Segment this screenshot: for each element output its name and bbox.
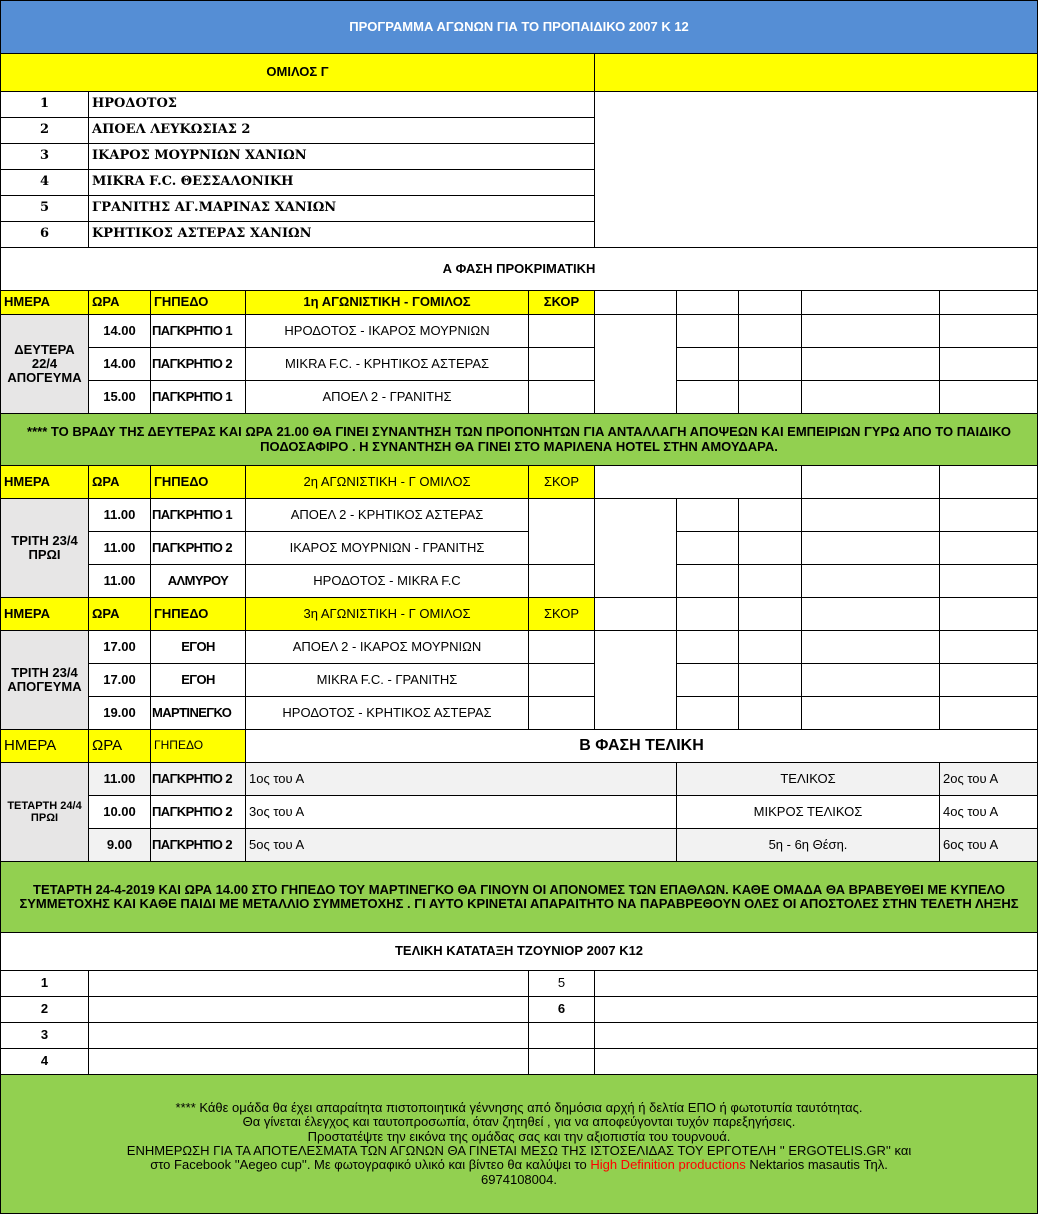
team-number: 5 [1, 196, 89, 222]
match-time: 19.00 [89, 697, 151, 730]
team-number: 4 [1, 170, 89, 196]
match-teams: ΗΡΟΔΟΤΟΣ - ΙΚΑΡΟΣ ΜΟΥΡΝΙΩΝ [246, 315, 529, 348]
match-teams: MIKRA F.C. - ΓΡΑΝΙΤΗΣ [246, 664, 529, 697]
team-number: 3 [1, 144, 89, 170]
round-1-day: ΔΕΥΤΕΡΑ 22/4 ΑΠΟΓΕΥΜΑ [1, 315, 89, 414]
blank-cell [529, 1023, 595, 1049]
team-number: 1 [1, 92, 89, 118]
blank-cell [802, 598, 940, 631]
match-time: 17.00 [89, 631, 151, 664]
footer-line [4, 1158, 1034, 1172]
score-cell[interactable] [529, 381, 595, 414]
blank-cell [595, 499, 677, 598]
blank-cell [595, 598, 677, 631]
final-away: 6ος του Α [940, 829, 1038, 862]
match-venue: ΕΓΟΗ [151, 664, 246, 697]
footer-line: Θα γίνεται έλεγχος και ταυτοπροσωπία, όταν ζητηθεί , για να αποφεύγονται τυχόν παρεξηγήσεις. [242, 1114, 796, 1130]
blank-cell [739, 664, 802, 697]
header-score: ΣΚΟΡ [529, 291, 595, 315]
group-blank-area [595, 92, 1038, 248]
header-venue: ΓΗΠΕΔΟ [151, 730, 246, 763]
header-score: ΣΚΟΡ [529, 598, 595, 631]
ranking-team-cell[interactable] [89, 971, 529, 997]
blank-cell [739, 697, 802, 730]
score-cell[interactable] [529, 664, 595, 697]
blank-cell [940, 466, 1038, 499]
blank-cell [677, 381, 739, 414]
final-venue: ΠΑΓΚΡΗΤΙΟ 2 [151, 796, 246, 829]
blank-cell [940, 598, 1038, 631]
team-name: MIKRA F.C. ΘΕΣΣΑΛΟΝΙΚΗ [89, 170, 595, 196]
team-number: 6 [1, 222, 89, 248]
final-home: 3ος του Α [246, 796, 677, 829]
score-cell[interactable] [529, 565, 595, 598]
footer-line: ΕΝΗΜΕΡΩΣΗ ΓΙΑ ΤΑ ΑΠΟΤΕΛΕΣΜΑΤΑ ΤΩΝ ΑΓΩΝΩΝ ΘΑ ΓΙΝΕΤΑΙ ΜΕΣΩ ΤΗΣ ΙΣΤΟΣΕΛΙΔΑΣ ΤΟΥ ΕΡΓΟΤΕΛΗ '' ERGOTELIS.GR'' και [126, 1143, 912, 1158]
ranking-team-cell[interactable] [595, 971, 1038, 997]
coaches-meeting-note: **** ΤΟ ΒΡΑΔΥ ΤΗΣ ΔΕΥΤΕΡΑΣ ΚΑΙ ΩΡΑ 21.00 ΘΑ ΓΙΝΕΙ ΣΥΝΑΝΤΗΣΗ ΤΩΝ ΠΡΟΠΟΝΗΤΩΝ ΓΙΑ ΑΝΤΑΛΛΑΓΗ ΑΠΟΨΕΩΝ ΚΑΙ ΕΜΠΕΙΡΙΩΝ ΓΥΡΩ ΑΠΟ ΤΟ ΠΑΙΔΙΚΟ ΠΟΔΟΣΑΦΙΡΟ . Η ΣΥΝΑΝΤΗΣΗ ΘΑ ΓΙΝΕΙ ΣΤΟ ΜΑΡΙΛΕΝΑ HOTEL ΣΤΗΝ ΑΜΟΥΔΑΡΑ. [1, 414, 1038, 466]
match-teams: ΗΡΟΔΟΤΟΣ - ΚΡΗΤΙΚΟΣ ΑΣΤΕΡΑΣ [246, 697, 529, 730]
match-teams: ΑΠΟΕΛ 2 - ΓΡΑΝΙΤΗΣ [246, 381, 529, 414]
group-title: ΟΜΙΛΟΣ Γ [1, 54, 595, 92]
team-name: ΗΡΟΔΟΤΟΣ [89, 92, 595, 118]
final-time: 10.00 [89, 796, 151, 829]
round-2-title: 2η ΑΓΩΝΙΣΤΙΚΗ - Γ ΟΜΙΛΟΣ [246, 466, 529, 499]
match-time: 14.00 [89, 315, 151, 348]
blank-cell [595, 315, 677, 414]
final-label: ΤΕΛΙΚΟΣ [677, 763, 940, 796]
blank-cell [677, 565, 739, 598]
header-venue: ΓΗΠΕΔΟ [151, 291, 246, 315]
footer-text: Nektarios masautis Τηλ. [749, 1157, 888, 1173]
blank-cell [739, 291, 802, 315]
blank-cell [677, 631, 739, 664]
score-cell[interactable] [529, 499, 595, 565]
header-score: ΣΚΟΡ [529, 466, 595, 499]
blank-cell [802, 466, 940, 499]
match-teams: ΑΠΟΕΛ 2 - ΚΡΗΤΙΚΟΣ ΑΣΤΕΡΑΣ [246, 499, 529, 532]
blank-cell [802, 499, 940, 532]
match-time: 11.00 [89, 532, 151, 565]
score-cell[interactable] [529, 315, 595, 348]
blank-cell [940, 631, 1038, 664]
ranking-team-cell[interactable] [89, 1023, 529, 1049]
match-venue: ΠΑΓΚΡΗΤΙΟ 1 [151, 315, 246, 348]
blank-cell [739, 499, 802, 532]
ranking-position: 2 [1, 997, 89, 1023]
final-away: 2ος του Α [940, 763, 1038, 796]
team-name: ΙΚΑΡΟΣ ΜΟΥΡΝΙΩΝ ΧΑΝΙΩΝ [89, 144, 595, 170]
blank-cell [940, 697, 1038, 730]
blank-cell [677, 499, 739, 532]
footer-line: Προστατέψτε την εικόνα της ομάδας σας και την αξιοπιστία του τουρνουά. [307, 1128, 731, 1144]
final-label: 5η - 6η Θέση. [677, 829, 940, 862]
match-venue: ΠΑΓΚΡΗΤΙΟ 1 [151, 499, 246, 532]
match-venue: ΠΑΓΚΡΗΤΙΟ 2 [151, 532, 246, 565]
blank-cell [677, 664, 739, 697]
round-2-day: ΤΡΙΤΗ 23/4 ΠΡΩΙ [1, 499, 89, 598]
blank-cell [677, 291, 739, 315]
team-name: ΓΡΑΝΙΤΗΣ ΑΓ.ΜΑΡΙΝΑΣ ΧΑΝΙΩΝ [89, 196, 595, 222]
ranking-position: 6 [529, 997, 595, 1023]
blank-cell [802, 348, 940, 381]
blank-cell [739, 565, 802, 598]
final-home: 5ος του Α [246, 829, 677, 862]
blank-cell [677, 315, 739, 348]
header-time: ΩΡΑ [89, 291, 151, 315]
blank-cell [940, 315, 1038, 348]
blank-cell [739, 532, 802, 565]
blank-cell [677, 532, 739, 565]
team-number: 2 [1, 118, 89, 144]
ranking-position: 4 [1, 1049, 89, 1075]
blank-cell [940, 291, 1038, 315]
footer-line: **** Κάθε ομάδα θα έχει απαραίτητα πιστοποιητικά γέννησης από δημόσια αρχή ή δελτία ΕΠΟ ή φωτοτυπία ταυτότητας. [175, 1100, 863, 1116]
blank-cell [739, 315, 802, 348]
blank-cell [802, 291, 940, 315]
header-day: ΗΜΕΡΑ [1, 598, 89, 631]
header-time: ΩΡΑ [89, 466, 151, 499]
match-teams: ΙΚΑΡΟΣ ΜΟΥΡΝΙΩΝ - ΓΡΑΝΙΤΗΣ [246, 532, 529, 565]
group-title-blank [595, 54, 1038, 92]
match-venue: ΕΓΟΗ [151, 631, 246, 664]
score-cell[interactable] [529, 697, 595, 730]
match-time: 11.00 [89, 565, 151, 598]
score-cell[interactable] [529, 631, 595, 664]
match-time: 15.00 [89, 381, 151, 414]
blank-cell [802, 315, 940, 348]
footer-note [1, 1075, 1038, 1214]
final-away: 4ος του Α [940, 796, 1038, 829]
header-venue: ΓΗΠΕΔΟ [151, 598, 246, 631]
match-time: 17.00 [89, 664, 151, 697]
ranking-position: 5 [529, 971, 595, 997]
blank-cell [677, 348, 739, 381]
blank-cell [802, 532, 940, 565]
match-teams: ΗΡΟΔΟΤΟΣ - MIKRA F.C [246, 565, 529, 598]
team-name: ΚΡΗΤΙΚΟΣ ΑΣΤΕΡΑΣ ΧΑΝΙΩΝ [89, 222, 595, 248]
blank-cell [739, 348, 802, 381]
blank-cell [802, 381, 940, 414]
producer-name: High Definition productions [590, 1157, 746, 1173]
phase-a-title: Α ΦΑΣΗ ΠΡΟΚΡΙΜΑΤΙΚΗ [1, 248, 1038, 291]
blank-cell [595, 1023, 1038, 1049]
final-label: ΜΙΚΡΟΣ ΤΕΛΙΚΟΣ [677, 796, 940, 829]
final-home: 1ος του Α [246, 763, 677, 796]
match-time: 11.00 [89, 499, 151, 532]
ranking-team-cell[interactable] [595, 997, 1038, 1023]
match-venue: ΠΑΓΚΡΗΤΙΟ 2 [151, 348, 246, 381]
blank-cell [802, 697, 940, 730]
team-name: ΑΠΟΕΛ ΛΕΥΚΩΣΙΑΣ 2 [89, 118, 595, 144]
blank-cell [677, 697, 739, 730]
header-day: ΗΜΕΡΑ [1, 291, 89, 315]
match-teams: MIKRA F.C. - ΚΡΗΤΙΚΟΣ ΑΣΤΕΡΑΣ [246, 348, 529, 381]
blank-cell [529, 1049, 595, 1075]
blank-cell [940, 348, 1038, 381]
blank-cell [940, 499, 1038, 532]
blank-cell [940, 532, 1038, 565]
header-day: ΗΜΕΡΑ [1, 730, 89, 763]
ranking-position: 3 [1, 1023, 89, 1049]
blank-cell [677, 598, 739, 631]
blank-cell [802, 631, 940, 664]
header-time: ΩΡΑ [89, 598, 151, 631]
page-title: ΠΡΟΓΡΑΜΜΑ ΑΓΩΝΩΝ ΓΙΑ ΤΟ ΠΡΟΠΑΙΔΙΚΟ 2007 Κ 12 [1, 1, 1038, 54]
blank-cell [802, 565, 940, 598]
score-cell[interactable] [529, 348, 595, 381]
header-time: ΩΡΑ [89, 730, 151, 763]
blank-cell [595, 1049, 1038, 1075]
phase-b-title: Β ΦΑΣΗ ΤΕΛΙΚΗ [246, 730, 1038, 763]
final-venue: ΠΑΓΚΡΗΤΙΟ 2 [151, 829, 246, 862]
match-time: 14.00 [89, 348, 151, 381]
round-3-title: 3η ΑΓΩΝΙΣΤΙΚΗ - Γ ΟΜΙΛΟΣ [246, 598, 529, 631]
ranking-team-cell[interactable] [89, 997, 529, 1023]
final-time: 9.00 [89, 829, 151, 862]
final-venue: ΠΑΓΚΡΗΤΙΟ 2 [151, 763, 246, 796]
blank-cell [739, 631, 802, 664]
match-teams: ΑΠΟΕΛ 2 - ΙΚΑΡΟΣ ΜΟΥΡΝΙΩΝ [246, 631, 529, 664]
blank-cell [940, 381, 1038, 414]
header-venue: ΓΗΠΕΔΟ [151, 466, 246, 499]
ranking-position: 1 [1, 971, 89, 997]
blank-cell [595, 466, 802, 499]
final-time: 11.00 [89, 763, 151, 796]
blank-cell [940, 664, 1038, 697]
footer-phone: 6974108004. [481, 1171, 557, 1187]
blank-cell [595, 291, 677, 315]
match-venue: ΑΛΜΥΡΟΥ [151, 565, 246, 598]
phase-b-day: ΤΕΤΑΡΤΗ 24/4 ΠΡΩΙ [1, 763, 89, 862]
match-venue: ΠΑΓΚΡΗΤΙΟ 1 [151, 381, 246, 414]
blank-cell [739, 598, 802, 631]
ranking-team-cell[interactable] [89, 1049, 529, 1075]
round-1-title: 1η ΑΓΩΝΙΣΤΙΚΗ - ΓΟΜΙΛΟΣ [246, 291, 529, 315]
round-3-day: ΤΡΙΤΗ 23/4 ΑΠΟΓΕΥΜΑ [1, 631, 89, 730]
blank-cell [595, 631, 677, 730]
ranking-title: ΤΕΛΙΚΗ ΚΑΤΑΤΑΞΗ ΤΖΟΥΝΙΟΡ 2007 Κ12 [1, 933, 1038, 971]
blank-cell [802, 664, 940, 697]
match-venue: ΜΑΡΤΙΝΕΓΚΟ [151, 697, 246, 730]
blank-cell [739, 381, 802, 414]
header-day: ΗΜΕΡΑ [1, 466, 89, 499]
footer-text: στο Facebook ''Aegeo cup''. Με φωτογραφικό υλικό και βίντεο θα καλύψει το [150, 1157, 587, 1173]
blank-cell [940, 565, 1038, 598]
awards-note: ΤΕΤΑΡΤΗ 24-4-2019 ΚΑΙ ΩΡΑ 14.00 ΣΤΟ ΓΗΠΕΔΟ ΤΟΥ ΜΑΡΤΙΝΕΓΚΟ ΘΑ ΓΙΝΟΥΝ ΟΙ ΑΠΟΝΟΜΕΣ ΤΩΝ ΕΠΑΘΛΩΝ. ΚΑΘΕ ΟΜΑΔΑ ΘΑ ΒΡΑΒΕΥΘΕΙ ΜΕ ΚΥΠΕΛΟ ΣΥΜΜΕΤΟΧΗΣ ΚΑΙ ΚΑΘΕ ΠΑΙΔΙ ΜΕ ΜΕΤΑΛΛΙΟ ΣΥΜΜΕΤΟΧΗΣ . ΓΙ ΑΥΤΟ ΚΡΙΝΕΤΑΙ ΑΠΑΡΑΙΤΗΤΟ ΝΑ ΠΑΡΑΒΡΕΘΟΥΝ ΟΛΕΣ ΟΙ ΑΠΟΣΤΟΛΕΣ ΣΤΗΝ ΤΕΛΕΤΗ ΛΗΞΗΣ [1, 862, 1038, 933]
